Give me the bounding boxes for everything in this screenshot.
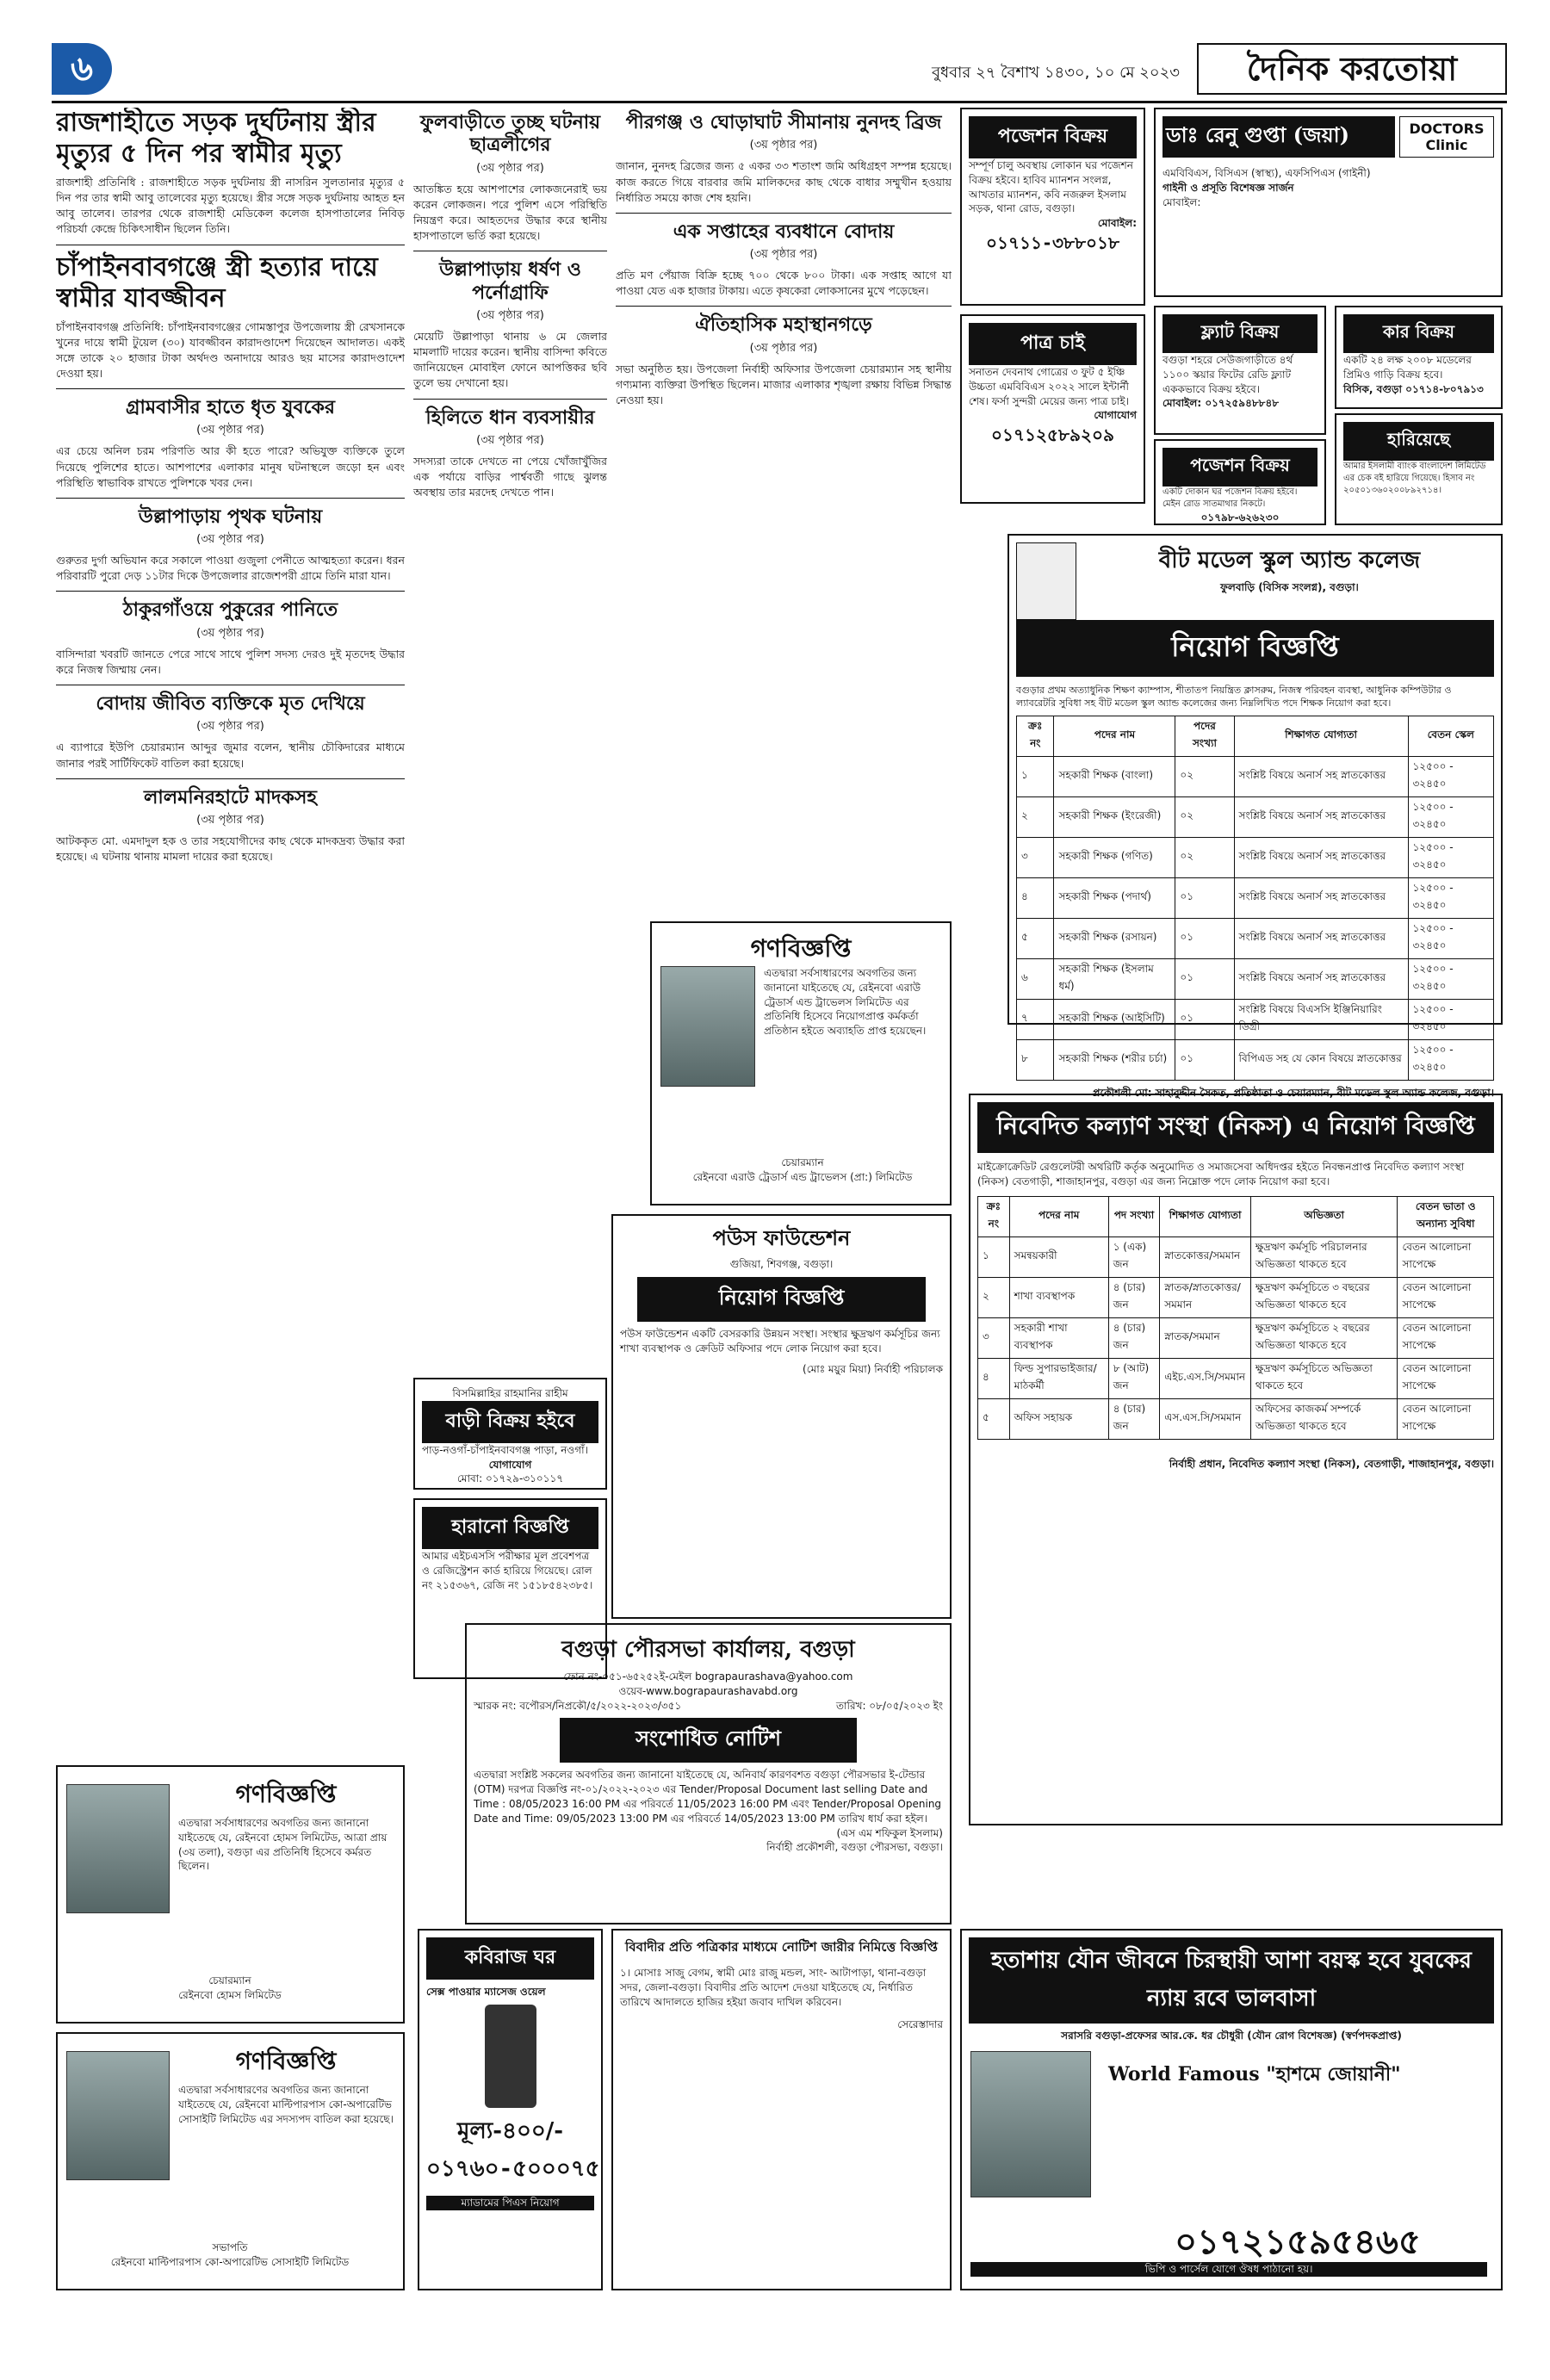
ad-public-notice-3 [56, 2032, 405, 2290]
table-cell: সহকারী শিক্ষক (পদার্থ) [1054, 877, 1175, 918]
story-continued: (৩য় পৃষ্ঠার পর) [749, 341, 818, 355]
org-name: পউস ফাউন্ডেশন [712, 1225, 851, 1250]
ad-beat-model-recruitment [1008, 534, 1503, 1099]
table-cell: ১২৫০০ - ৩২৪৫০ [1408, 877, 1494, 918]
table-cell: বেতন আলোচনা সাপেক্ষে [1398, 1236, 1494, 1277]
table-cell: সহকারী শিক্ষক (রসায়ন) [1054, 918, 1175, 958]
table-cell: ১২৫০০ - ৩২৪৫০ [1408, 756, 1494, 796]
table-cell: ০২ [1175, 756, 1234, 796]
story-title: এক সপ্তাহের ব্যবধানে বোদায় [673, 220, 895, 243]
ad-banner: নিয়োগ বিজ্ঞপ্তি [1016, 620, 1494, 677]
table-cell: অফিস সহায়ক [1009, 1398, 1108, 1439]
table-row [1017, 877, 1494, 918]
table-cell: এইচ.এস.সি/সমমান [1160, 1358, 1251, 1398]
notice-signer-title: নির্বাহী প্রকৌশলী, বগুড়া পৌরসভা, বগুড়া। [766, 1841, 943, 1854]
table-header-cell: ক্রঃ নং [978, 1196, 1010, 1236]
story-continued: (৩য় পৃষ্ঠার পর) [196, 814, 264, 827]
story-title: হিলিতে ধান ব্যবসায়ীর [425, 406, 595, 429]
story-continued: (৩য় পৃষ্ঠার পর) [476, 433, 544, 447]
ad-kabiraj [418, 1929, 603, 2290]
office-contact: ফোন নং-০৫১-৬৫২৫২ই-মেইল bograpaurashava@yahoo.com [563, 1670, 853, 1683]
table-cell: স্নাতক/সমমান [1160, 1317, 1251, 1358]
story-body: রাজশাহী প্রতিনিধি : রাজশাহীতে সড়ক দুর্ঘটনায় স্ত্রী নাসরিন সুলতানার মৃত্যুর ৫ দিন পর তার স্বামী আবু তালেবের মৃত্যু হয়েছে। স্ত্রীর সঙ্গে সড়ক দুর্ঘটনায় আহত হন আবু তালেব। তারপর থেকে রাজশাহী মেডিকেল কলেজ হাসপাতালের নিবিড় পরিচর্যা কেন্দ্রে চিকিৎসাধীন ছিলেন তিনি। [56, 176, 405, 236]
ad-signer: চেয়ারম্যান [781, 1156, 824, 1168]
ad-title: পাত্র চাই [969, 323, 1137, 365]
story-chapai [56, 252, 405, 382]
table-cell: সহকারী শাখা ব্যবস্থাপক [1009, 1317, 1108, 1358]
ad-court-notice [611, 1929, 952, 2290]
table-cell: ৭ [1017, 999, 1054, 1039]
table-cell: ১২৫০০ - ৩২৪৫০ [1408, 837, 1494, 877]
table-cell: ৫ [1017, 918, 1054, 958]
table-cell: ৪ [978, 1358, 1010, 1398]
ad-title: গণবিজ্ঞপ্তি [235, 1780, 337, 1808]
story-title: পীরগঞ্জ ও ঘোড়াঘাট সীমানায় নুনদহ ব্রিজ [625, 111, 942, 133]
notice-body: এতদ্বারা সংশ্লিষ্ট সকলের অবগতির জন্য জানানো যাইতেছে যে, অনিবার্য কারণবশত বগুড়া পৌরসভার ই-টেন্ডার (OTM) দরপত্র বিজ্ঞপ্তি নং-০১/২০২২-২০২৩ এর Tender/Proposal Document last selling Date and Time : 08/05/2023 16:00 PM এর পরিবর্তে 11/05/2023 16:00 PM এবং Tender/Proposal Opening Date and Time: 09/05/2023 13:00 PM এর পরিবর্তে 14/05/2023 13:00 PM তারিখ ধার্য করা হইল। [474, 1769, 942, 1825]
table-header-cell: পদের সংখ্যা [1175, 716, 1234, 756]
doctor-qualification: এমবিবিএস, বিসিএস (স্বাস্থ্য), এফসিপিএস (গাইনী) [1162, 167, 1371, 179]
person-photo [660, 966, 755, 1087]
story-title: উল্লাপাড়ায় পৃথক ঘটনায় [138, 505, 323, 528]
ad-flat-sale [1154, 306, 1326, 435]
page-date: বুধবার ২৭ বৈশাখ ১৪৩০, ১০ মে ২০২৩ [932, 64, 1180, 82]
story-continued: (৩য় পৃষ্ঠার পর) [476, 309, 544, 323]
ad-phone: মোবা: ০১৭২৯-৩১০১১৭ [456, 1472, 564, 1485]
table-cell: ০২ [1175, 837, 1234, 877]
column-2 [413, 108, 607, 1546]
ad-car-sale [1335, 306, 1503, 409]
table-cell: সহকারী শিক্ষক (গণিত) [1054, 837, 1175, 877]
story-continued: (৩য় পৃষ্ঠার পর) [749, 139, 818, 152]
table-cell: ফিল্ড সুপারভাইজার/মাঠকর্মী [1009, 1358, 1108, 1398]
story-lalmonirhat [56, 786, 405, 865]
table-cell: ক্ষুদ্রঋণ কর্মসূচিতে ৩ বছরের অভিজ্ঞতা থাকতে হবে [1250, 1277, 1398, 1317]
school-logo-icon [1016, 542, 1076, 620]
ad-phone: ০১৭৯৮-৬২৬২৩০ [1200, 511, 1280, 524]
ad-phone: ০১৭১১-৩৮৮০১৮ [986, 232, 1119, 253]
ad-company: রেইনবো হোমস লিমিটেড [178, 1988, 282, 2001]
ad-phone: মোবাইল: ০১৭২৫৯৪৮৮৪৮ [1162, 397, 1280, 410]
notice-signer: সেরেস্তাদার [897, 2018, 943, 2031]
table-row [978, 1398, 1494, 1439]
table-cell: ক্ষুদ্রঋণ কর্মসূচিতে অভিজ্ঞতা থাকতে হবে [1250, 1358, 1398, 1398]
ad-phone: ০১৭৬০-৫০০০৭৫ [426, 2155, 600, 2182]
table-cell: বেতন আলোচনা সাপেক্ষে [1398, 1317, 1494, 1358]
ad-subtitle: সরাসরি বগুড়া-প্রফেসর আর.কে. ধর চৌধুরী (যৌন রোগ বিশেষজ্ঞ) (স্বর্ণপদকপ্রাপ্ত) [1061, 2030, 1402, 2042]
table-cell: ২ [978, 1277, 1010, 1317]
table-cell: ৫ [978, 1398, 1010, 1439]
table-row [1017, 796, 1494, 837]
table-cell: ২ [1017, 796, 1054, 837]
ad-possession-sale-2 [1154, 439, 1326, 525]
table-cell: ০১ [1175, 958, 1234, 999]
org-address: গুজিয়া, শিবগঞ্জ, বগুড়া। [729, 1258, 834, 1270]
table-cell: ০১ [1175, 999, 1234, 1039]
ad-signer: চেয়ারম্যান [208, 1974, 251, 1986]
table-cell: সহকারী শিক্ষক (ইংরেজী) [1054, 796, 1175, 837]
story-title: ফুলবাড়ীতে তুচ্ছ ঘটনায় ছাত্রলীগের [419, 111, 601, 157]
table-header-cell: পদের নাম [1054, 716, 1175, 756]
story-body: এর চেয়ে অনিল চরম পরিণতি আর কী হতে পারে? অভিযুক্ত ব্যক্তিকে তুলে দিয়েছে পুলিশের হাতে। আশপাশের এলাকার মানুষ ঘটনাস্থলে জড়ো হন এবং পরিস্থিতি স্বাভাবিক রাখতে পুলিশকে খবর দেন। [56, 444, 405, 489]
page-header [52, 43, 1507, 103]
story-title: উল্লাপাড়ায় ধর্ষণ ও পর্নোগ্রাফি [439, 258, 581, 304]
table-header-cell: শিক্ষাগত যোগ্যতা [1160, 1196, 1251, 1236]
table-cell: ৪ (চার) জন [1108, 1317, 1160, 1358]
notice-title: সংশোধিত নোটিশ [560, 1718, 857, 1763]
table-cell: ৪ (চার) জন [1108, 1398, 1160, 1439]
story-title: চাঁপাইনবাবগঞ্জে স্ত্রী হত্যার দায়ে স্বামীর যাবজ্জীবন [56, 251, 378, 313]
ad-top-line: বিসমিল্লাহির রাহমানির রাহীম [452, 1387, 568, 1399]
ad-possession-sale-1 [960, 108, 1145, 306]
bottle-icon [485, 2005, 536, 2108]
story-continued: (৩য় পৃষ্ঠার পর) [196, 626, 264, 640]
table-row [978, 1236, 1494, 1277]
ad-body: এতদ্বারা সর্বসাধারণের অবগতির জন্য জানানো যাইতেছে যে, রেইনবো এরাউ ট্রেডার্স এন্ড ট্রাভেলস লিমিটেড এর প্রতিনিধি হিসেবে নিয়োগপ্রাপ্ত কর্মকর্তা প্রতিষ্ঠান হইতে অব্যাহতি প্রাপ্ত হয়েছেন। [764, 967, 927, 1038]
story-pirganj [616, 111, 952, 206]
story-continued: (৩য় পৃষ্ঠার পর) [749, 248, 818, 262]
table-cell: সংশ্লিষ্ট বিষয়ে অনার্স সহ স্নাতকোত্তর [1234, 877, 1408, 918]
ad-public-notice-2 [650, 921, 952, 1205]
table-cell: সংশ্লিষ্ট বিষয়ে অনার্স সহ স্নাতকোত্তর [1234, 837, 1408, 877]
ad-phone-label: মোবাইল: [1097, 217, 1137, 230]
ad-body: একটি ২৪ লক্ষ ২০০৮ মডেলের প্রিমিও গাড়ি বিক্রয় হবে। [1343, 354, 1472, 381]
ad-body: আমার এইচএসসি পরীক্ষার মূল প্রবেশপত্র ও রেজিস্ট্রেশন কার্ড হারিয়ে গিয়েছে। রোল নং ২১৫৩৬৭, রেজি নং ১৫১৮৫৪২৩৮৫। [422, 1550, 593, 1591]
story-rajshahi [56, 108, 405, 238]
table-cell: ১২৫০০ - ৩২৪৫০ [1408, 999, 1494, 1039]
story-hilli [413, 406, 607, 501]
ad-body: সম্পূর্ণ চালু অবস্থায় লোকান ঘর পজেশন বিক্রয় হইবে। হাবিব ম্যানশন সংলগ্ন, আখতার ম্যানশন, কবি নজরুল ইসলাম সড়ক, থানা রোড, বগুড়া। [969, 159, 1133, 215]
table-cell: ক্ষুদ্রঋণ কর্মসূচিতে ২ বছরের অভিজ্ঞতা থাকতে হবে [1250, 1317, 1398, 1358]
ad-footer: প্রকৌশলী মো: সাহাবুদ্দীন সৈকত, প্রতিষ্ঠাতা ও চেয়ারম্যান, বীট মডেল স্কুল অ্যান্ড কলেজ, বগুড়া। [1092, 1086, 1494, 1099]
ad-body: একটি দোকান ঘর পজেশন বিক্রয় হইবে। মেইন রোড সাতমাথার নিকটে। [1162, 487, 1298, 509]
ad-health-product [960, 1929, 1503, 2290]
ad-body: এতদ্বারা সর্বসাধারণের অবগতির জন্য জানানো যাইতেছে যে, রেইনবো মাল্টিপারপাস কো-অপারেটিভ সোসাইটি লিমিটেড এর সদস্যপদ বাতিল করা হয়েছে। [178, 2084, 394, 2125]
ad-title: কবিরাজ ঘর [426, 1937, 594, 1980]
ad-company: রেইনবো মাল্টিপারপাস কো-অপারেটিভ সোসাইটি লিমিটেড [110, 2255, 350, 2268]
memo-date: তারিখ: ০৮/০৫/২০২৩ ইং [836, 1699, 943, 1712]
ad-price: মূল্য-৪০০/- [456, 2117, 564, 2144]
ad-nics-recruitment [969, 1094, 1503, 1825]
table-cell: সমন্বয়কারী [1009, 1236, 1108, 1277]
ad-title: পজেশন বিক্রয় [969, 116, 1137, 158]
ad-body: এতদ্বারা সর্বসাধারণের অবগতির জন্য জানানো যাইতেছে যে, রেইনবো হোমস লিমিটেড, আত্রা প্রায় (৩য় তলা), বগুড়া এর প্রতিনিধি হিসেবে কর্মরত ছিলেন। [178, 1817, 388, 1873]
table-header-cell: ক্রঃ নং [1017, 716, 1054, 756]
story-body: জানান, নুনদহ ব্রিজের জন্য ৫ একর ৩৩ শতাংশ জমি অধিগ্রহণ সম্পন্ন হয়েছে। কাজ করতে গিয়ে বারবার জমি মালিকদের কাছ থেকে বাধার সম্মুখীন হওয়ায় নির্ধারিত সময়ে কাজ শেষ হয়নি। [616, 159, 952, 204]
ad-title: গণবিজ্ঞপ্তি [750, 934, 852, 963]
table-cell: ০১ [1175, 877, 1234, 918]
table-cell: অফিসের কাজকর্ম সম্পর্কে অভিজ্ঞতা থাকতে হবে [1250, 1398, 1398, 1439]
story-body: সভা অনুষ্ঠিত হয়। উপজেলা নির্বাহী অফিসার উপজেলা চেয়ারম্যান সহ স্থানীয় গণ্যমান্য ব্যক্তিরা উপস্থিত ছিলেন। মাজার এলাকার শৃঙ্খলা রক্ষায় বিভিন্ন সিদ্ধান্ত নেওয়া হয়। [616, 362, 952, 407]
table-cell: ৩ [978, 1317, 1010, 1358]
notice-body: ১। মোসাঃ সাজু বেগম, স্বামী মোঃ রাজু মন্ডল, সাং- আটাপাড়া, থানা-বগুড়া সদর, জেলা-বগুড়া। বিবাদীর প্রতি আদেশ দেওয়া যাইতেছে যে, নির্ধারিত তারিখে আদালতে হাজির হইয়া জবাব দাখিল করিবেন। [620, 1967, 927, 2008]
table-cell: ০১ [1175, 1039, 1234, 1080]
doctor-phone: মোবাইল: [1162, 195, 1201, 208]
table-cell: সংশ্লিষ্ট বিষয়ে অনার্স সহ স্নাতকোত্তর [1234, 918, 1408, 958]
ad-banner: নিবেদিত কল্যাণ সংস্থা (নিকস) এ নিয়োগ বিজ্ঞপ্তি [977, 1102, 1494, 1153]
ad-body: সনাতন দেবনাথ গোত্রের ৩ ফুট ৫ ইঞ্চি উচ্চতা এমবিবিএস ২০২২ সালে ইন্টার্নী শেষ। ফর্সা সুন্দরী মেয়ের জন্য পাত্র চাই। [969, 366, 1129, 407]
ad-contact-label: যোগাযোগ [1094, 409, 1137, 422]
ad-title: হারিয়েছে [1343, 422, 1494, 461]
ad-phone: বিসিক, বগুড়া ০১৭১৪-৮০৭৯১৩ [1343, 382, 1484, 395]
table-cell: ১২৫০০ - ৩২৪৫০ [1408, 918, 1494, 958]
table-cell: বেতন আলোচনা সাপেক্ষে [1398, 1358, 1494, 1398]
table-cell: সংশ্লিষ্ট বিষয়ে বিএসসি ইঞ্জিনিয়ারিং ডিগ্রী [1234, 999, 1408, 1039]
story-continued: (৩য় পৃষ্ঠার পর) [196, 424, 264, 437]
ad-signer: (মোঃ ময়ুর মিয়া) নির্বাহী পরিচালক [803, 1363, 943, 1376]
ad-body: বগুড়া শহরে সেউজগাড়ীতে ৪র্থ ১১০০ স্কয়ার ফিটের রেডি ফ্ল্যাট এককভাবে বিক্রয় হইবে। [1162, 354, 1293, 395]
ad-house-sale [413, 1378, 607, 1490]
table-row [1017, 837, 1494, 877]
table-row [1017, 958, 1494, 999]
table-cell: সংশ্লিষ্ট বিষয়ে অনার্স সহ স্নাতকোত্তর [1234, 958, 1408, 999]
table-cell: ৮ (আট) জন [1108, 1358, 1160, 1398]
table-header-cell: পদ সংখ্যা [1108, 1196, 1160, 1236]
masthead-logo: দৈনিক করতোয়া [1197, 43, 1507, 95]
story-title: বোদায় জীবিত ব্যক্তিকে মৃত দেখিয়ে [96, 692, 365, 716]
table-cell: স্নাতক/স্নাতকোত্তর/সমমান [1160, 1277, 1251, 1317]
column-3 [616, 108, 952, 926]
ad-doctor [1154, 108, 1503, 297]
ad-product: World Famous "হাশমে জোয়ানী" [1108, 2063, 1401, 2086]
ad-body: পউস ফাউন্ডেশন একটি বেসরকারি উন্নয়ন সংস্থা। সংস্থার ক্ষুদ্রঋণ কর্মসূচির জন্য শাখা ব্যবস্থাপক ও ক্রেডিট অফিসার পদে লোক নিয়োগ করা হবে। [620, 1327, 940, 1354]
story-ek-saptah [616, 220, 952, 300]
ad-phone: ০১৭২১৫৯৫৪৬৫ [1175, 2222, 1421, 2262]
ad-intro: বগুড়ার প্রথম অত্যাধুনিক শিক্ষণ ক্যাম্পাস, শীতাতপ নিয়ন্ত্রিত ক্লাসরুম, নিজস্ব পরিবহন ব্যবস্থা, আধুনিক কম্পিউটার ও ল্যাবরেটরি সুবিধা সহ বীট মডেল স্কুল অ্যান্ড কলেজের জন্য নিম্নলিখিত পদে শিক্ষক নিয়োগ করা হবে। [1016, 685, 1452, 710]
doctor-name: ডাঃ রেনু গুপ্তা (জয়া) [1162, 116, 1395, 158]
table-header-cell: বেতন স্কেল [1408, 716, 1494, 756]
job-table [977, 1196, 1494, 1440]
table-cell: সহকারী শিক্ষক (আইসিটি) [1054, 999, 1175, 1039]
story-title: ঐতিহাসিক মহাস্থানগড়ে [695, 313, 872, 337]
ad-title: হারানো বিজ্ঞপ্তি [422, 1507, 598, 1549]
story-title: ঠাকুরগাঁওয়ে পুকুরের পানিতে [122, 598, 338, 622]
table-cell: সংশ্লিষ্ট বিষয়ে অনার্স সহ স্নাতকোত্তর [1234, 796, 1408, 837]
ad-title: বাড়ী বিক্রয় হইবে [422, 1401, 598, 1443]
ad-public-notice-1 [56, 1765, 405, 2024]
table-cell: ০২ [1175, 796, 1234, 837]
table-header-cell: শিক্ষাগত যোগ্যতা [1234, 716, 1408, 756]
table-cell: এস.এস.সি/সমমান [1160, 1398, 1251, 1439]
story-bodaya [56, 692, 405, 772]
table-cell: ১ [978, 1236, 1010, 1277]
ad-title: ফ্ল্যাট বিক্রয় [1162, 314, 1318, 353]
table-header-cell: বেতন ভাতা ও অন্যান্য সুবিধা [1398, 1196, 1494, 1236]
ad-footer: ভিপি ও পার্সেল যোগে ঔষধ পাঠানো হয়। [970, 2262, 1487, 2277]
table-row [1017, 918, 1494, 958]
story-body: গুরুতর দুর্গা অভিযান করে সকালে পাওয়া গুজুলা পেনীতে আত্মহত্যা করেন। ধরন পরিবারটি পুরো দেড় ১১টার দিকে উপজেলার রাজেশপরী গ্রামে তিনি মারা যান। [56, 554, 405, 583]
story-ullapara-2 [413, 258, 607, 391]
table-cell: ১২৫০০ - ৩২৪৫০ [1408, 958, 1494, 999]
office-name: বগুড়া পৌরসভা কার্যালয়, বগুড়া [561, 1637, 855, 1663]
story-continued: (৩য় পৃষ্ঠার পর) [196, 720, 264, 734]
doctor-speciality: গাইনী ও প্রসূতি বিশেষজ্ঞ সার্জন [1162, 181, 1294, 194]
story-gramabashi [56, 396, 405, 491]
ad-lost-2 [1335, 413, 1503, 525]
table-cell: ৪ [1017, 877, 1054, 918]
ad-footer: নির্বাহী প্রধান, নিবেদিত কল্যাণ সংস্থা (নিকস), বেতগাড়ী, শাজাহানপুর, বগুড়া। [1169, 1457, 1494, 1470]
ad-contact-label: যোগাযোগ [488, 1458, 532, 1471]
table-row [978, 1277, 1494, 1317]
table-cell: ১২৫০০ - ৩২৪৫০ [1408, 796, 1494, 837]
ad-title: পজেশন বিক্রয় [1162, 448, 1318, 487]
person-photo [66, 1784, 170, 1913]
clinic-logo: DOCTORS Clinic [1399, 116, 1494, 158]
story-body: এ ব্যাপারে ইউপি চেয়ারম্যান আব্দুর জুমার বলেন, স্থানীয় চৌকিদারের মাধ্যমে জানার পরই সার্টিফিকেট বাতিল করা হয়েছে। [56, 741, 405, 770]
table-cell: ৬ [1017, 958, 1054, 999]
ad-groom-wanted [960, 314, 1145, 504]
story-body: মেয়েটি উল্লাপাড়া থানায় ৬ মে জেলার মামলাটি দায়ের করেন। স্থানীয় বাসিন্দা কবিতে জানিয়েছেন মোবাইল ফোনে আপত্তিকর ছবি তুলে ভয় দেখানো হয়। [413, 330, 607, 390]
ad-pous-foundation [611, 1214, 952, 1619]
ad-paurashava-notice [465, 1623, 952, 1924]
notice-title: বিবাদীর প্রতি পত্রিকার মাধ্যমে নোটিশ জারীর নিমিত্তে বিজ্ঞপ্তি [625, 1939, 938, 1955]
table-cell: বেতন আলোচনা সাপেক্ষে [1398, 1398, 1494, 1439]
ad-footer: ম্যাডামের পিএস নিয়োগ [426, 2196, 594, 2210]
column-1 [56, 108, 405, 1761]
doctor-photo [970, 2051, 1091, 2197]
table-row [1017, 1039, 1494, 1080]
table-cell: ক্ষুদ্রঋণ কর্মসূচি পরিচালনার অভিজ্ঞতা থাকতে হবে [1250, 1236, 1398, 1277]
story-title: রাজশাহীতে সড়ক দুর্ঘটনায় স্ত্রীর মৃত্যুর ৫ দিন পর স্বামীর মৃত্যু [56, 108, 376, 169]
ad-title: গণবিজ্ঞপ্তি [235, 2047, 337, 2075]
page-number: ৬ [52, 43, 112, 95]
ad-product: সেক্স পাওয়ার ম্যাসেজ ওয়েল [426, 1986, 546, 1998]
story-body: বাসিন্দারা খবরটি জানতে পেরে সাথে সাথে পুলিশ সদস্য দেরও দুই মৃতদেহ উদ্ধার করে নিজস্ব জিম্মায় নেন। [56, 647, 405, 676]
table-cell: সহকারী শিক্ষক (বাংলা) [1054, 756, 1175, 796]
ad-signer: সভাপতি [212, 2241, 248, 2253]
office-web: ওয়েব-www.bograpaurashavabd.org [618, 1684, 798, 1697]
table-row [978, 1317, 1494, 1358]
table-cell: সহকারী শিক্ষক (ইসলাম ধর্ম) [1054, 958, 1175, 999]
table-cell: স্নাতকোত্তর/সমমান [1160, 1236, 1251, 1277]
story-ullapara [56, 505, 405, 585]
table-cell: ১ (এক) জন [1108, 1236, 1160, 1277]
ad-company: রেইনবো এরাউ ট্রেডার্স এন্ড ট্রাভেলস (প্রা:) লিমিটেড [692, 1170, 913, 1183]
story-thakurgaon [56, 598, 405, 678]
ad-body: পাড়-নওগাঁ-চাঁপাইনবাবগঞ্জ পাড়া, নওগাঁ। [422, 1443, 588, 1456]
story-body: আটককৃত মো. এমদাদুল হক ও তার সহযোগীদের কাছ থেকে মাদকদ্রব্য উদ্ধার করা হয়েছে। এ ঘটনায় থানায় মামলা দায়ের করা হয়েছে। [56, 834, 405, 864]
table-row [1017, 756, 1494, 796]
table-cell: ৪ (চার) জন [1108, 1277, 1160, 1317]
ad-intro: মাইক্রোক্রেডিট রেগুলেটরী অথরিটি কর্তৃক অনুমোদিত ও সমাজসেবা অধিদপ্তর হইতে নিবন্ধনপ্রাপ্ত নিবেদিত কল্যাণ সংস্থা (নিকস) বেতগাড়ী, শাজাহানপুর, বগুড়া এর জন্য নিম্নোক্ত পদে লোক নিয়োগ করা হবে। [977, 1161, 1465, 1187]
story-body: সদস্যরা তাকে দেখতে না পেয়ে খোঁজাখুঁজির এক পর্যায়ে বাড়ির পার্শ্ববর্তী গাছে ঝুলন্ত অবস্থায় তার মরদেহ দেখতে পান। [413, 454, 607, 499]
table-row [978, 1358, 1494, 1398]
table-cell: বেতন আলোচনা সাপেক্ষে [1398, 1277, 1494, 1317]
ad-body: আমার ইসলামী ব্যাংক বাংলাদেশ লিমিটেড এর চেক বই হারিয়ে গিয়েছে। হিসাব নং ২০৫০১৩৬০২০০৮৯২৭১৪। [1343, 462, 1486, 495]
table-header-cell: পদের নাম [1009, 1196, 1108, 1236]
story-continued: (৩য় পৃষ্ঠার পর) [196, 533, 264, 547]
school-address: ফুলবাড়ি (বিসিক সংলগ্ন), বগুড়া। [1220, 581, 1359, 593]
table-cell: ১ [1017, 756, 1054, 796]
table-cell: ৩ [1017, 837, 1054, 877]
table-cell: শাখা ব্যবস্থাপক [1009, 1277, 1108, 1317]
table-cell: ১২৫০০ - ৩২৪৫০ [1408, 1039, 1494, 1080]
ad-title: হতাশায় যৌন জীবনে চিরস্থায়ী আশা বয়স্ক হবে যুবকের ন্যায় রবে ভালবাসা [969, 1937, 1494, 2024]
table-cell: ৮ [1017, 1039, 1054, 1080]
story-mahasthan [616, 313, 952, 408]
story-continued: (৩য় পৃষ্ঠার পর) [476, 161, 544, 175]
notice-signer: (এস এম শফিকুল ইসলাম) [836, 1826, 943, 1839]
person-photo [66, 2051, 170, 2180]
story-body: আতঙ্কিত হয়ে আশপাশের লোকজনেরাই ভয় করেন লোকজন। পরে পুলিশ এসে পরিস্থিতি নিয়ন্ত্রণ করে। আহতদের উদ্ধার করে স্থানীয় হাসপাতালে ভর্তি করা হয়েছে। [413, 182, 607, 243]
ad-banner: নিয়োগ বিজ্ঞপ্তি [637, 1277, 926, 1322]
story-body: চাঁপাইনবাবগঞ্জ প্রতিনিধি: চাঁপাইনবাবগঞ্জের গোমস্তাপুর উপজেলায় স্ত্রী রেখসানকে খুনের দায়ে স্বামী টুয়েল (৩০) যাবজ্জীবন কারাদণ্ডাদেশ দিয়েছেন আদালত। একই সঙ্গে তাকে ২০ হাজার টাকা অর্থদণ্ড অনাদায়ে আরও ছয় মাসের কারাদণ্ডাদেশ দেওয়া হয়। [56, 319, 405, 380]
table-cell: ০১ [1175, 918, 1234, 958]
table-cell: বিপিএড সহ যে কোন বিষয়ে স্নাতকোত্তর [1234, 1039, 1408, 1080]
job-table [1016, 716, 1494, 1081]
table-header-cell: অভিজ্ঞতা [1250, 1196, 1398, 1236]
school-name: বীট মডেল স্কুল অ্যান্ড কলেজ [1158, 548, 1421, 573]
story-title: গ্রামবাসীর হাতে ধৃত যুবকের [126, 396, 335, 418]
ad-title: কার বিক্রয় [1343, 314, 1494, 353]
story-body: প্রতি মণ পেঁয়াজ বিক্রি হচ্ছে ৭০০ থেকে ৮০০ টাকা। এক সপ্তাহ আগে যা পাওয়া যেত এক হাজার টাকায়। এতে কৃষকেরা লোকসানের মুখে পড়েছেন। [616, 269, 952, 298]
story-title: লালমনিরহাটে মাদকসহ [144, 785, 317, 809]
table-row [1017, 999, 1494, 1039]
table-cell: সংশ্লিষ্ট বিষয়ে অনার্স সহ স্নাতকোত্তর [1234, 756, 1408, 796]
memo-number: স্মারক নং: বপৌরস/নিপ্রকৌ/৫/২০২২-২০২৩/৩৫১ [474, 1699, 682, 1712]
ad-phone: ০১৭১২৫৮৯২০৯ [991, 425, 1114, 446]
story-fulbari [413, 111, 607, 244]
table-cell: সহকারী শিক্ষক (শরীর চর্চা) [1054, 1039, 1175, 1080]
